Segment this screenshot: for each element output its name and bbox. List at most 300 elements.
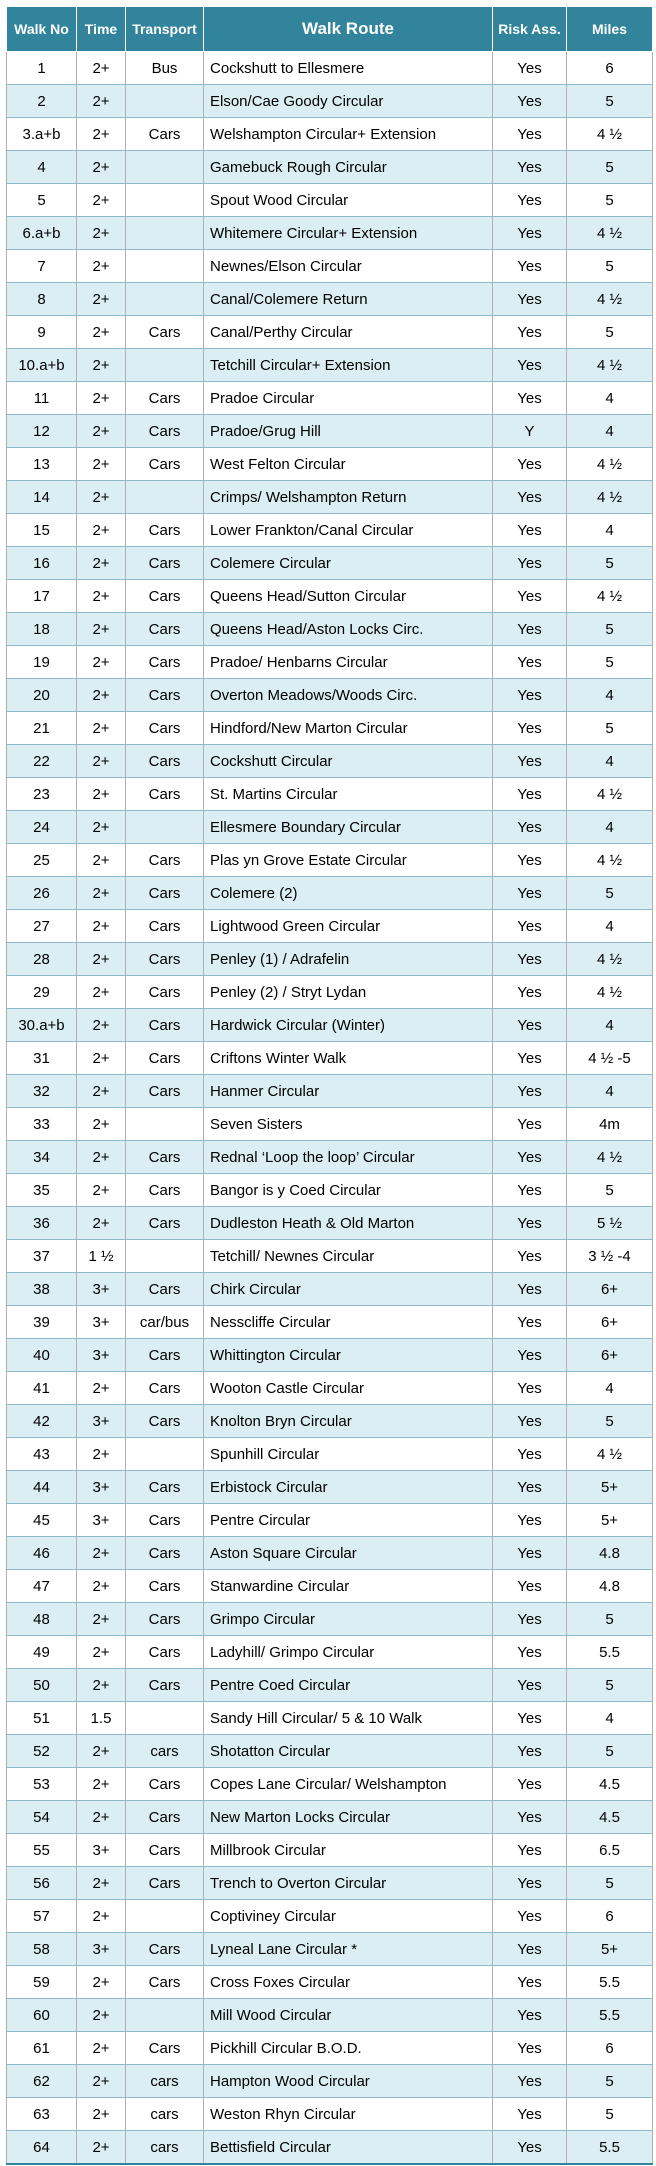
risk-assessment-cell: Yes [493, 1702, 567, 1735]
walk-route-cell: Hampton Wood Circular [204, 2065, 493, 2098]
transport-cell [126, 1999, 204, 2032]
miles-cell: 4 ½ [567, 1438, 653, 1471]
walk-no-cell: 52 [7, 1735, 77, 1768]
risk-assessment-cell: Yes [493, 2065, 567, 2098]
time-cell: 2+ [77, 514, 126, 547]
walk-no-cell: 28 [7, 943, 77, 976]
table-row [7, 2065, 653, 2098]
walk-route-cell: Canal/Perthy Circular [204, 316, 493, 349]
transport-cell: Cars [126, 1009, 204, 1042]
miles-cell: 4 ½ [567, 1141, 653, 1174]
time-cell: 2+ [77, 1108, 126, 1141]
miles-cell: 5 [567, 85, 653, 118]
time-cell: 2+ [77, 1867, 126, 1900]
risk-assessment-cell: Yes [493, 1438, 567, 1471]
table-row [7, 1834, 653, 1867]
risk-assessment-cell: Yes [493, 1207, 567, 1240]
miles-cell: 4.8 [567, 1570, 653, 1603]
transport-cell: Cars [126, 1801, 204, 1834]
risk-assessment-cell: Yes [493, 877, 567, 910]
transport-cell [126, 283, 204, 316]
miles-cell: 6+ [567, 1339, 653, 1372]
transport-cell: Cars [126, 382, 204, 415]
walk-no-cell: 27 [7, 910, 77, 943]
miles-cell: 4 ½ [567, 580, 653, 613]
risk-assessment-cell: Yes [493, 2098, 567, 2131]
miles-cell: 5 [567, 151, 653, 184]
time-cell: 2+ [77, 151, 126, 184]
time-cell: 2+ [77, 976, 126, 1009]
miles-cell: 4 ½ [567, 217, 653, 250]
time-cell: 2+ [77, 943, 126, 976]
transport-cell: cars [126, 2098, 204, 2131]
time-cell: 2+ [77, 580, 126, 613]
transport-cell: Cars [126, 118, 204, 151]
walk-no-cell: 13 [7, 448, 77, 481]
miles-cell: 4 [567, 1702, 653, 1735]
transport-cell: Cars [126, 1933, 204, 1966]
transport-cell: Cars [126, 1141, 204, 1174]
walk-route-cell: Cockshutt to Ellesmere [204, 52, 493, 85]
walk-route-cell: Trench to Overton Circular [204, 1867, 493, 1900]
walk-route-cell: Knolton Bryn Circular [204, 1405, 493, 1438]
time-cell: 2+ [77, 547, 126, 580]
walk-route-cell: Lower Frankton/Canal Circular [204, 514, 493, 547]
transport-cell: Cars [126, 415, 204, 448]
transport-cell [126, 481, 204, 514]
transport-cell [126, 1702, 204, 1735]
miles-cell: 5 [567, 1669, 653, 1702]
risk-assessment-cell: Yes [493, 1108, 567, 1141]
table-row [7, 1306, 653, 1339]
walk-no-cell: 20 [7, 679, 77, 712]
walk-no-cell: 23 [7, 778, 77, 811]
time-cell: 3+ [77, 1273, 126, 1306]
miles-cell: 6 [567, 52, 653, 85]
walk-no-cell: 59 [7, 1966, 77, 1999]
walk-no-cell: 32 [7, 1075, 77, 1108]
walk-route-cell: Dudleston Heath & Old Marton [204, 1207, 493, 1240]
risk-assessment-cell: Yes [493, 2032, 567, 2065]
table-row [7, 1570, 653, 1603]
walk-no-cell: 50 [7, 1669, 77, 1702]
time-cell: 2+ [77, 118, 126, 151]
table-row [7, 1735, 653, 1768]
time-cell: 2+ [77, 283, 126, 316]
table-row [7, 349, 653, 382]
time-cell: 2+ [77, 712, 126, 745]
risk-assessment-cell: Yes [493, 943, 567, 976]
miles-cell: 5 ½ [567, 1207, 653, 1240]
time-cell: 2+ [77, 745, 126, 778]
table-row [7, 1966, 653, 1999]
time-cell: 2+ [77, 415, 126, 448]
walk-no-cell: 22 [7, 745, 77, 778]
risk-assessment-cell: Yes [493, 1471, 567, 1504]
walk-route-cell: Spout Wood Circular [204, 184, 493, 217]
time-cell: 3+ [77, 1339, 126, 1372]
walk-no-cell: 38 [7, 1273, 77, 1306]
walk-route-cell: Sandy Hill Circular/ 5 & 10 Walk [204, 1702, 493, 1735]
risk-assessment-cell: Yes [493, 1636, 567, 1669]
miles-cell: 5 [567, 184, 653, 217]
walk-route-cell: St. Martins Circular [204, 778, 493, 811]
risk-assessment-cell: Yes [493, 1669, 567, 1702]
walk-no-cell: 21 [7, 712, 77, 745]
transport-cell: Cars [126, 910, 204, 943]
walk-no-cell: 63 [7, 2098, 77, 2131]
walk-no-cell: 37 [7, 1240, 77, 1273]
transport-cell: Cars [126, 1174, 204, 1207]
transport-cell: Cars [126, 745, 204, 778]
risk-assessment-cell: Yes [493, 85, 567, 118]
miles-cell: 5 [567, 1603, 653, 1636]
risk-assessment-cell: Yes [493, 1372, 567, 1405]
transport-cell: Cars [126, 1636, 204, 1669]
miles-cell: 4 [567, 745, 653, 778]
walk-route-cell: Pradoe Circular [204, 382, 493, 415]
walk-route-cell: Plas yn Grove Estate Circular [204, 844, 493, 877]
transport-cell [126, 217, 204, 250]
transport-cell: Cars [126, 1537, 204, 1570]
time-cell: 2+ [77, 2131, 126, 2165]
table-row [7, 1009, 653, 1042]
walk-no-cell: 31 [7, 1042, 77, 1075]
time-cell: 2+ [77, 844, 126, 877]
walk-no-cell: 61 [7, 2032, 77, 2065]
miles-cell: 4 ½ [567, 118, 653, 151]
table-row [7, 778, 653, 811]
walk-no-cell: 39 [7, 1306, 77, 1339]
time-cell: 2+ [77, 349, 126, 382]
time-cell: 2+ [77, 1999, 126, 2032]
walk-no-cell: 36 [7, 1207, 77, 1240]
time-cell: 1 ½ [77, 1240, 126, 1273]
walk-route-cell: Bettisfield Circular [204, 2131, 493, 2165]
risk-assessment-cell: Yes [493, 1504, 567, 1537]
table-body [7, 52, 653, 2165]
miles-cell: 4 ½ [567, 481, 653, 514]
transport-cell: Cars [126, 1471, 204, 1504]
transport-cell: Cars [126, 1834, 204, 1867]
walk-no-cell: 25 [7, 844, 77, 877]
walk-no-cell: 48 [7, 1603, 77, 1636]
time-cell: 2+ [77, 1768, 126, 1801]
table-row [7, 1273, 653, 1306]
walk-route-cell: Crimps/ Welshampton Return [204, 481, 493, 514]
table-row [7, 283, 653, 316]
risk-assessment-cell: Yes [493, 1042, 567, 1075]
walk-route-cell: Nesscliffe Circular [204, 1306, 493, 1339]
table-row [7, 52, 653, 85]
risk-assessment-cell: Yes [493, 151, 567, 184]
time-cell: 2+ [77, 250, 126, 283]
table-row [7, 85, 653, 118]
walk-route-cell: Rednal ‘Loop the loop’ Circular [204, 1141, 493, 1174]
walk-route-cell: Ladyhill/ Grimpo Circular [204, 1636, 493, 1669]
transport-cell: Cars [126, 580, 204, 613]
transport-cell: Cars [126, 1768, 204, 1801]
time-cell: 2+ [77, 877, 126, 910]
header-time: Time [77, 7, 126, 52]
table-row [7, 382, 653, 415]
time-cell: 2+ [77, 2032, 126, 2065]
table-row [7, 646, 653, 679]
table-row [7, 1174, 653, 1207]
walk-no-cell: 57 [7, 1900, 77, 1933]
walk-no-cell: 26 [7, 877, 77, 910]
walk-route-cell: Erbistock Circular [204, 1471, 493, 1504]
walk-route-cell: Queens Head/Aston Locks Circ. [204, 613, 493, 646]
time-cell: 2+ [77, 1966, 126, 1999]
walk-route-cell: Overton Meadows/Woods Circ. [204, 679, 493, 712]
time-cell: 2+ [77, 1603, 126, 1636]
table-row [7, 481, 653, 514]
risk-assessment-cell: Yes [493, 1141, 567, 1174]
risk-assessment-cell: Yes [493, 1537, 567, 1570]
miles-cell: 6+ [567, 1273, 653, 1306]
transport-cell: Cars [126, 1405, 204, 1438]
time-cell: 2+ [77, 1141, 126, 1174]
time-cell: 2+ [77, 1900, 126, 1933]
walk-route-cell: Lightwood Green Circular [204, 910, 493, 943]
risk-assessment-cell: Yes [493, 1570, 567, 1603]
table-row [7, 1504, 653, 1537]
table-row [7, 580, 653, 613]
walk-route-cell: Weston Rhyn Circular [204, 2098, 493, 2131]
miles-cell: 5+ [567, 1933, 653, 1966]
risk-assessment-cell: Yes [493, 1801, 567, 1834]
risk-assessment-cell: Yes [493, 448, 567, 481]
time-cell: 2+ [77, 1735, 126, 1768]
table-row [7, 1075, 653, 1108]
risk-assessment-cell: Yes [493, 1240, 567, 1273]
transport-cell [126, 151, 204, 184]
walk-route-cell: Cross Foxes Circular [204, 1966, 493, 1999]
time-cell: 2+ [77, 613, 126, 646]
table-row [7, 415, 653, 448]
risk-assessment-cell: Yes [493, 778, 567, 811]
transport-cell: Cars [126, 1603, 204, 1636]
table-row [7, 250, 653, 283]
risk-assessment-cell: Yes [493, 1306, 567, 1339]
miles-cell: 5.5 [567, 1636, 653, 1669]
walk-route-cell: Colemere (2) [204, 877, 493, 910]
walk-no-cell: 10.a+b [7, 349, 77, 382]
risk-assessment-cell: Yes [493, 52, 567, 85]
walk-route-cell: Wooton Castle Circular [204, 1372, 493, 1405]
miles-cell: 4 ½ [567, 943, 653, 976]
transport-cell [126, 811, 204, 844]
risk-assessment-cell: Yes [493, 514, 567, 547]
miles-cell: 3 ½ -4 [567, 1240, 653, 1273]
table-row [7, 118, 653, 151]
walk-route-cell: Penley (2) / Stryt Lydan [204, 976, 493, 1009]
table-row [7, 1339, 653, 1372]
transport-cell: Cars [126, 1042, 204, 1075]
risk-assessment-cell: Yes [493, 811, 567, 844]
time-cell: 2+ [77, 217, 126, 250]
transport-cell: Cars [126, 1570, 204, 1603]
transport-cell [126, 349, 204, 382]
risk-assessment-cell: Yes [493, 1999, 567, 2032]
transport-cell: Cars [126, 976, 204, 1009]
walk-route-cell: Spunhill Circular [204, 1438, 493, 1471]
risk-assessment-cell: Y [493, 415, 567, 448]
miles-cell: 4 ½ [567, 349, 653, 382]
walk-no-cell: 9 [7, 316, 77, 349]
walk-no-cell: 7 [7, 250, 77, 283]
walk-route-cell: Ellesmere Boundary Circular [204, 811, 493, 844]
risk-assessment-cell: Yes [493, 1405, 567, 1438]
table-row [7, 844, 653, 877]
walk-no-cell: 29 [7, 976, 77, 1009]
miles-cell: 6.5 [567, 1834, 653, 1867]
walks-table [6, 6, 653, 2165]
time-cell: 2+ [77, 1537, 126, 1570]
walk-no-cell: 16 [7, 547, 77, 580]
miles-cell: 4 ½ [567, 778, 653, 811]
table-row [7, 877, 653, 910]
walk-no-cell: 51 [7, 1702, 77, 1735]
walk-route-cell: Colemere Circular [204, 547, 493, 580]
walk-no-cell: 49 [7, 1636, 77, 1669]
table-row [7, 1999, 653, 2032]
table-row [7, 1669, 653, 1702]
table-row [7, 943, 653, 976]
walk-route-cell: Lyneal Lane Circular * [204, 1933, 493, 1966]
transport-cell [126, 1900, 204, 1933]
table-row [7, 745, 653, 778]
transport-cell [126, 184, 204, 217]
miles-cell: 5 [567, 2065, 653, 2098]
walk-route-cell: Newnes/Elson Circular [204, 250, 493, 283]
risk-assessment-cell: Yes [493, 481, 567, 514]
risk-assessment-cell: Yes [493, 1966, 567, 1999]
miles-cell: 4 [567, 1009, 653, 1042]
miles-cell: 5 [567, 712, 653, 745]
walk-no-cell: 55 [7, 1834, 77, 1867]
time-cell: 2+ [77, 52, 126, 85]
walk-no-cell: 58 [7, 1933, 77, 1966]
transport-cell: cars [126, 2065, 204, 2098]
walk-no-cell: 15 [7, 514, 77, 547]
transport-cell [126, 1108, 204, 1141]
miles-cell: 4.5 [567, 1768, 653, 1801]
miles-cell: 6 [567, 2032, 653, 2065]
transport-cell: Cars [126, 844, 204, 877]
miles-cell: 4.8 [567, 1537, 653, 1570]
miles-cell: 4 ½ [567, 283, 653, 316]
walk-no-cell: 19 [7, 646, 77, 679]
time-cell: 3+ [77, 1933, 126, 1966]
walk-route-cell: Canal/Colemere Return [204, 283, 493, 316]
miles-cell: 5 [567, 613, 653, 646]
walk-route-cell: Cockshutt Circular [204, 745, 493, 778]
miles-cell: 5.5 [567, 2131, 653, 2165]
risk-assessment-cell: Yes [493, 1603, 567, 1636]
walk-no-cell: 17 [7, 580, 77, 613]
header-walk-route: Walk Route [204, 7, 493, 52]
risk-assessment-cell: Yes [493, 250, 567, 283]
transport-cell: Cars [126, 646, 204, 679]
header-risk-assessment: Risk Ass. [493, 7, 567, 52]
miles-cell: 5+ [567, 1504, 653, 1537]
risk-assessment-cell: Yes [493, 184, 567, 217]
walk-route-cell: Whittington Circular [204, 1339, 493, 1372]
time-cell: 2+ [77, 1372, 126, 1405]
walk-no-cell: 8 [7, 283, 77, 316]
walk-route-cell: Hindford/New Marton Circular [204, 712, 493, 745]
time-cell: 3+ [77, 1306, 126, 1339]
walk-route-cell: Chirk Circular [204, 1273, 493, 1306]
time-cell: 3+ [77, 1471, 126, 1504]
walk-no-cell: 47 [7, 1570, 77, 1603]
table-row [7, 712, 653, 745]
walk-route-cell: West Felton Circular [204, 448, 493, 481]
walk-no-cell: 40 [7, 1339, 77, 1372]
risk-assessment-cell: Yes [493, 1735, 567, 1768]
walk-no-cell: 18 [7, 613, 77, 646]
walk-no-cell: 35 [7, 1174, 77, 1207]
table-row [7, 1141, 653, 1174]
table-row [7, 679, 653, 712]
risk-assessment-cell: Yes [493, 1075, 567, 1108]
walk-no-cell: 46 [7, 1537, 77, 1570]
miles-cell: 5+ [567, 1471, 653, 1504]
risk-assessment-cell: Yes [493, 745, 567, 778]
transport-cell: Cars [126, 1207, 204, 1240]
transport-cell: Cars [126, 1372, 204, 1405]
walk-route-cell: Hanmer Circular [204, 1075, 493, 1108]
table-row [7, 547, 653, 580]
table-row [7, 1537, 653, 1570]
transport-cell: Cars [126, 1273, 204, 1306]
table-row [7, 184, 653, 217]
time-cell: 2+ [77, 1207, 126, 1240]
transport-cell: cars [126, 1735, 204, 1768]
transport-cell: Cars [126, 613, 204, 646]
walk-no-cell: 14 [7, 481, 77, 514]
risk-assessment-cell: Yes [493, 712, 567, 745]
walk-route-cell: Whitemere Circular+ Extension [204, 217, 493, 250]
time-cell: 2+ [77, 778, 126, 811]
transport-cell: Cars [126, 2032, 204, 2065]
table-row [7, 1636, 653, 1669]
walk-no-cell: 11 [7, 382, 77, 415]
miles-cell: 5 [567, 1174, 653, 1207]
walk-route-cell: Pradoe/ Henbarns Circular [204, 646, 493, 679]
miles-cell: 5 [567, 316, 653, 349]
transport-cell [126, 250, 204, 283]
walk-route-cell: Copes Lane Circular/ Welshampton [204, 1768, 493, 1801]
transport-cell: Cars [126, 778, 204, 811]
walk-no-cell: 42 [7, 1405, 77, 1438]
walk-no-cell: 45 [7, 1504, 77, 1537]
risk-assessment-cell: Yes [493, 1768, 567, 1801]
risk-assessment-cell: Yes [493, 217, 567, 250]
walk-route-cell: Elson/Cae Goody Circular [204, 85, 493, 118]
table-row [7, 151, 653, 184]
walk-no-cell: 6.a+b [7, 217, 77, 250]
table-row [7, 217, 653, 250]
miles-cell: 4m [567, 1108, 653, 1141]
miles-cell: 5 [567, 1735, 653, 1768]
table-row [7, 1768, 653, 1801]
walk-route-cell: Mill Wood Circular [204, 1999, 493, 2032]
walk-route-cell: Coptiviney Circular [204, 1900, 493, 1933]
table-row [7, 316, 653, 349]
